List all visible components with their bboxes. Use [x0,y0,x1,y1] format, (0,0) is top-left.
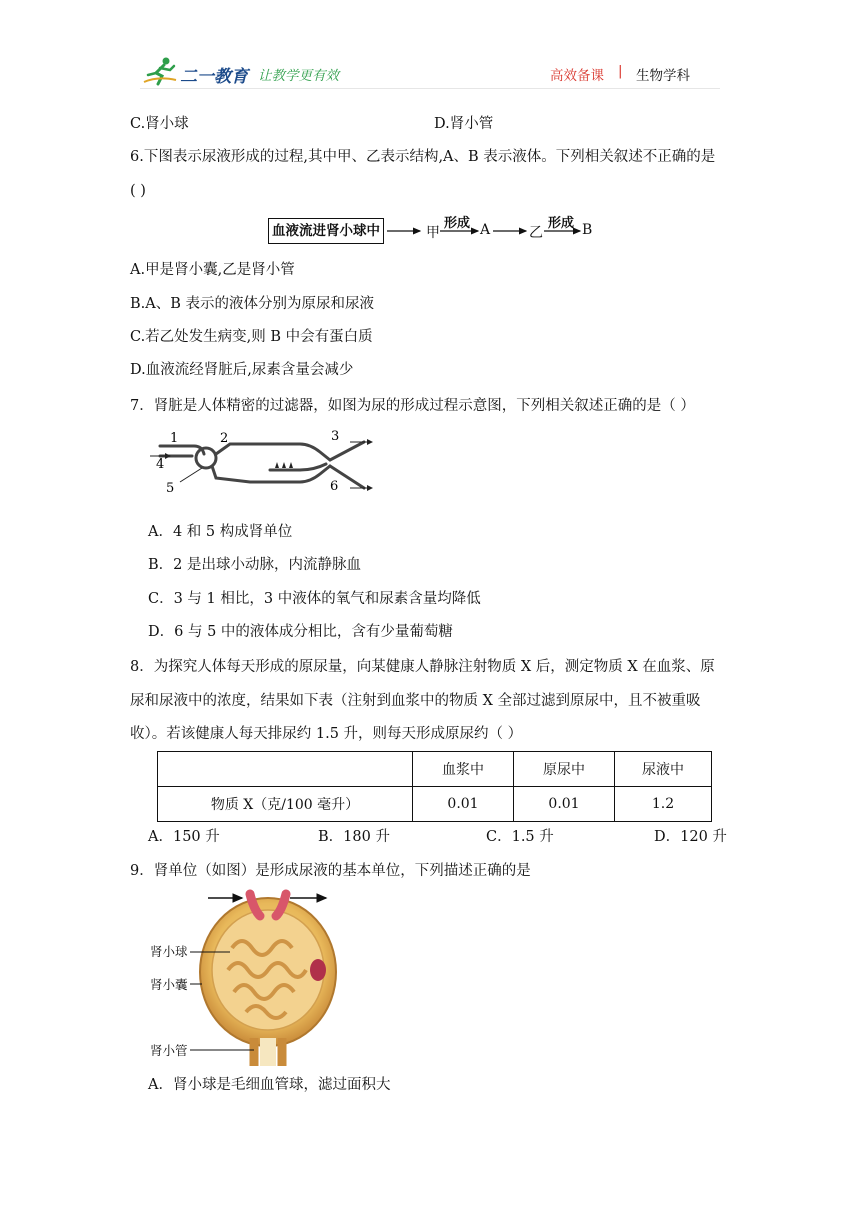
q7-stem: 7．肾脏是人体精密的过滤器，如图为尿的形成过程示意图，下列相关叙述正确的是（ ） [130,398,695,414]
q7-label-3: 3 [331,430,340,444]
q7-label-1: 1 [170,431,179,446]
table-cell: 物质 X（克/100 毫升） [158,787,413,822]
q8-option-b: B．180 升 [318,829,390,845]
flow-node-jia: 甲 [426,225,440,241]
header-rule [140,88,720,89]
q6-stem: 6.下图表示尿液形成的过程,其中甲、乙表示结构,A、B 表示液体。下列相关叙述不正确的是 [130,149,716,165]
q8-option-c: C．1.5 升 [486,829,554,845]
q5-option-c: C.肾小球 [130,116,189,132]
q7-option-c: C．3 与 1 相比，3 中液体的氧气和尿素含量均降低 [148,591,481,607]
q7-label-6: 6 [330,479,339,494]
q6-answer-blank: ( ) [130,183,146,199]
q6-option-d: D.血液流经肾脏后,尿素含量会减少 [130,362,354,378]
table-cell [158,752,413,787]
q6-option-c: C.若乙处发生病变,则 B 中会有蛋白质 [130,329,373,345]
table-cell: 尿液中 [615,752,712,787]
flow-node-a: A [480,222,491,238]
flow-box-label: 血液流进肾小球中 [272,223,380,239]
table-header-row [158,752,712,787]
q8-option-a: A．150 升 [148,829,220,845]
q6-option-a: A.甲是肾小囊,乙是肾小管 [130,262,295,278]
q9-label-tubule: 肾小管 [150,1043,188,1058]
q6-option-b: B.A、B 表示的液体分别为原尿和尿液 [130,296,374,312]
flow-label-2: 形成 [548,216,575,231]
brand-name: 二一教育 [180,67,248,87]
q8-stem-line1: 8．为探究人体每天形成的原尿量，向某健康人静脉注射物质 X 后，测定物质 X 在血浆、原 [130,659,715,675]
header-divider: | [618,63,623,79]
q9-label-glomerulus: 肾小球 [150,944,188,959]
q7-option-b: B．2 是出球小动脉，内流静脉血 [148,557,361,573]
q7-label-5: 5 [166,481,175,496]
flow-label-1: 形成 [444,216,471,231]
logo-runner-icon [142,56,178,86]
q9-label-capsule: 肾小囊 [150,977,188,992]
header-tag-left: 高效备课 [550,68,604,84]
brand-slogan: 让教学更有效 [258,68,339,84]
flow-node-b: B [582,222,593,238]
q7-label-4: 4 [156,457,165,472]
q8-table [157,751,712,822]
q7-option-a: A．4 和 5 构成肾单位 [148,524,293,540]
flow-node-yi: 乙 [529,225,543,241]
q9-option-a: A．肾小球是毛细血管球，滤过面积大 [148,1077,391,1093]
header [0,0,860,100]
q8-stem-line2: 尿和尿液中的浓度，结果如下表（注射到血浆中的物质 X 全部过滤到原尿中，且不被重吸 [130,693,701,709]
table-cell: 1.2 [615,787,712,822]
q6-flow-diagram [268,212,598,248]
q9-stem: 9．肾单位（如图）是形成尿液的基本单位，下列描述正确的是 [130,863,531,879]
q8-option-d: D．120 升 [654,829,727,845]
table-cell: 0.01 [514,787,615,822]
q5-option-d: D.肾小管 [434,116,494,132]
q7-label-2: 2 [220,431,229,446]
table-cell: 原尿中 [514,752,615,787]
q8-stem-line3: 收）。若该健康人每天排尿约 1.5 升，则每天形成原尿约（ ） [130,726,523,742]
table-row [158,787,712,822]
table-cell: 0.01 [413,787,514,822]
table-cell: 血浆中 [413,752,514,787]
q7-nephron-schematic [150,430,380,500]
header-tag-right: 生物学科 [636,68,690,84]
q7-option-d: D．6 与 5 中的液体成分相比，含有少量葡萄糖 [148,624,453,640]
